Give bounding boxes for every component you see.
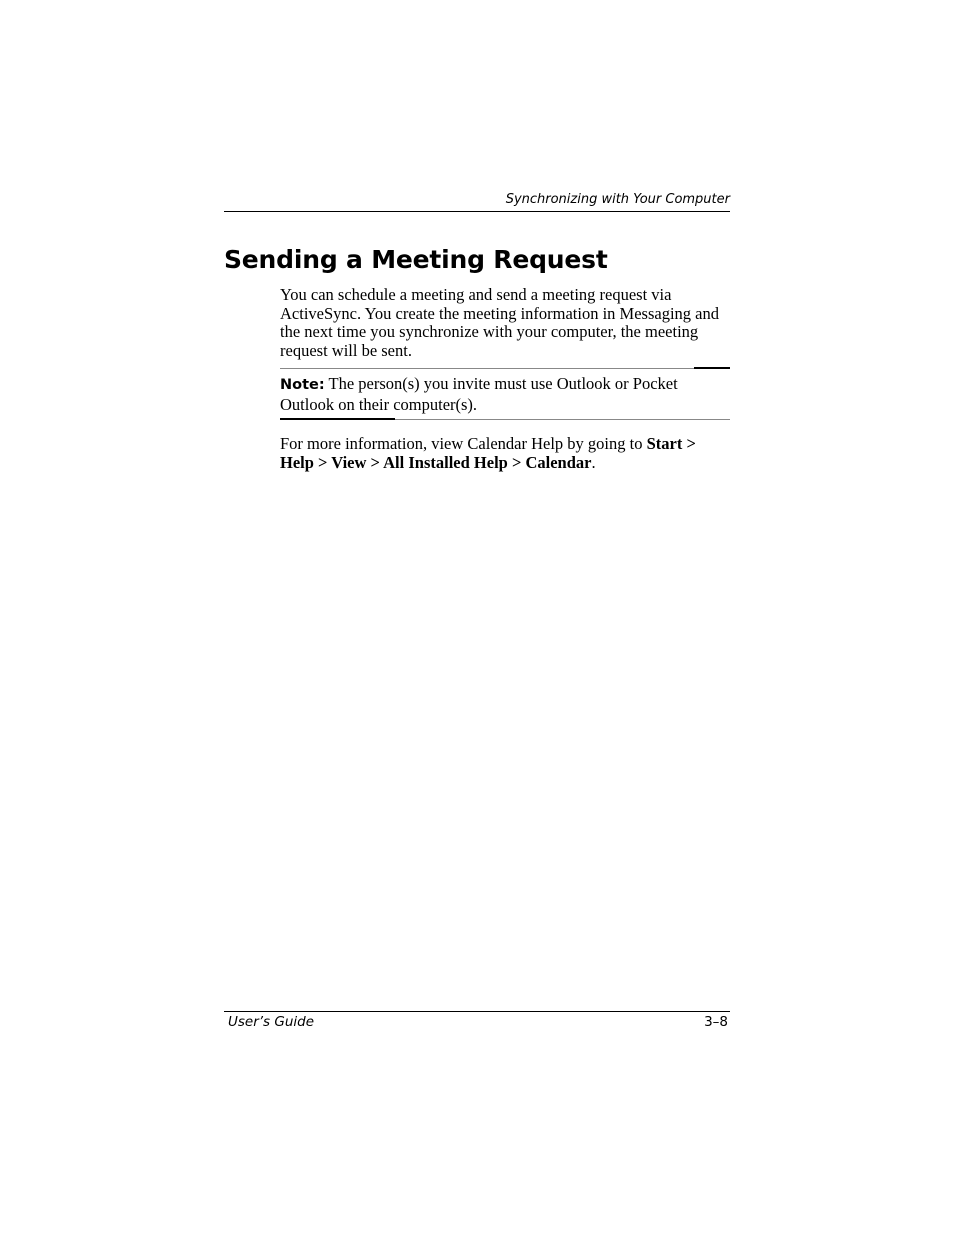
header-rule: [224, 211, 730, 212]
note-top-rule: [280, 368, 730, 369]
running-header: Synchronizing with Your Computer: [505, 192, 730, 207]
note-bottom-rule-accent: [280, 418, 395, 420]
note-label: Note:: [280, 377, 325, 393]
more-info-paragraph: [280, 435, 730, 472]
note-box: [280, 374, 730, 414]
footer-rule: [224, 1011, 730, 1012]
more-info-suffix: .: [591, 452, 596, 472]
footer-guide-title: User’s Guide: [228, 1014, 315, 1030]
note-text: The person(s) you invite must use Outlook or Pocket Outlook on their computer(s).: [280, 374, 678, 414]
footer-page-number: 3–8: [704, 1014, 728, 1030]
section-title: Sending a Meeting Request: [224, 245, 608, 274]
note-top-rule-accent: [694, 367, 730, 369]
menu-path: Start > Help > View > All Installed Help > Calendar: [280, 434, 696, 472]
more-info-prefix: For more information, view Calendar Help by going to: [280, 434, 647, 453]
intro-paragraph: You can schedule a meeting and send a meeting request via ActiveSync. You create the meeting information in Messaging and the next time you synchronize with your computer, the meeting request will be sent.: [280, 285, 719, 360]
